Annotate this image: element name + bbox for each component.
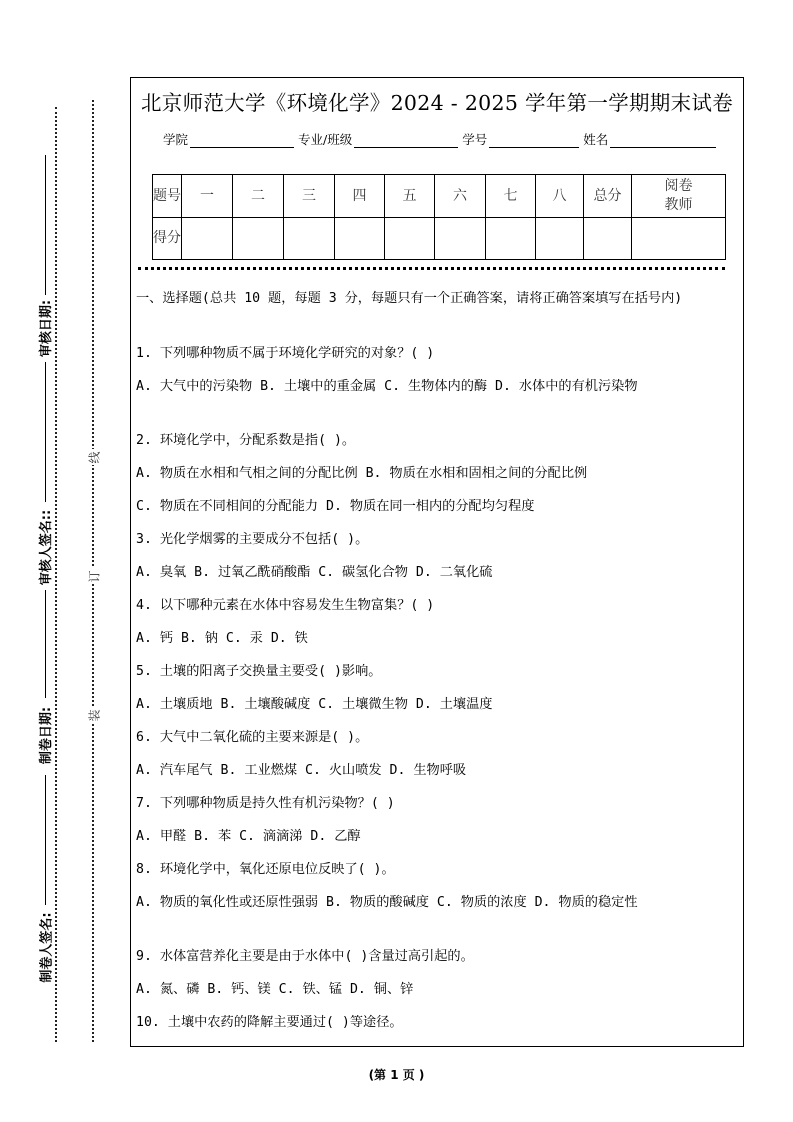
- preparation-date-label: 制卷日期:: [39, 706, 55, 764]
- binding-char-ding: 订: [87, 569, 102, 583]
- question-7-options: A. 甲醛 B. 苯 C. 滴滴涕 D. 乙醇: [136, 829, 361, 844]
- student-info-row: [163, 130, 720, 148]
- review-date-label: 审核日期:: [39, 299, 55, 357]
- score-row-header: 得分: [153, 218, 182, 260]
- section-heading: 一、选择题(总共 10 题，每题 3 分，每题只有一个正确答案，请将正确答案填写在括号内): [136, 291, 683, 306]
- question-8-options: A. 物质的氧化性或还原性强弱 B. 物质的酸碱度 C. 物质的浓度 D. 物质的稳定性: [136, 895, 638, 910]
- question-3: [136, 529, 736, 551]
- question-number: 8.: [136, 862, 152, 877]
- name-label: 姓名: [583, 132, 609, 147]
- score-cell-2[interactable]: [233, 218, 284, 260]
- question-8: [136, 859, 736, 881]
- score-cell-4[interactable]: [335, 218, 385, 260]
- score-table-header-row: [153, 175, 726, 218]
- col-header-1: 一: [182, 175, 233, 218]
- reviewer-signature-label: 审核人签名::: [39, 509, 55, 585]
- col-header-grader: 阅卷教师: [632, 175, 726, 218]
- college-field[interactable]: [190, 133, 294, 148]
- student-id-label: 学号: [462, 132, 488, 147]
- question-number: 4.: [136, 598, 152, 613]
- student-id-field[interactable]: [489, 133, 579, 148]
- binding-char-xian: 线: [87, 450, 102, 464]
- question-text: 土壤的阳离子交换量主要受( )影响。: [159, 664, 382, 679]
- question-5: [136, 661, 736, 683]
- college-label: 学院: [163, 132, 189, 147]
- question-9-options: A. 氮、磷 B. 钙、镁 C. 铁、锰 D. 铜、锌: [136, 982, 414, 997]
- question-number: 9.: [136, 949, 152, 964]
- major-class-label: 专业/班级: [298, 132, 353, 147]
- question-2: [136, 430, 736, 452]
- question-1: [136, 343, 736, 365]
- binding-dotted-line-inner: [55, 107, 57, 1042]
- col-header-6: 六: [435, 175, 486, 218]
- question-number: 5.: [136, 664, 152, 679]
- question-text: 光化学烟雾的主要成分不包括( )。: [159, 532, 369, 547]
- question-number: 10.: [136, 1015, 160, 1030]
- score-cell-5[interactable]: [385, 218, 435, 260]
- col-header-8: 八: [536, 175, 584, 218]
- score-cell-3[interactable]: [284, 218, 335, 260]
- col-header-2: 二: [233, 175, 284, 218]
- question-2-options-line-2: C. 物质在不同相间的分配能力 D. 物质在同一相内的分配均匀程度: [136, 499, 535, 514]
- question-number: 7.: [136, 796, 152, 811]
- col-header-4: 四: [335, 175, 385, 218]
- question-text: 下列哪种物质不属于环境化学研究的对象？( ): [159, 346, 435, 361]
- name-field[interactable]: [610, 133, 716, 148]
- score-cell-6[interactable]: [435, 218, 486, 260]
- question-text: 水体富营养化主要是由于水体中( )含量过高引起的。: [159, 949, 474, 964]
- col-header-7: 七: [486, 175, 536, 218]
- margin-signature-line: [45, 155, 46, 295]
- margin-signature-line: [45, 775, 46, 905]
- question-number: 3.: [136, 532, 152, 547]
- question-number: 6.: [136, 730, 152, 745]
- question-4: [136, 595, 736, 617]
- score-table-score-row: [153, 218, 726, 260]
- page-number: (第 1 页 ): [368, 1068, 425, 1082]
- question-7: [136, 793, 736, 815]
- col-header-total: 总分: [584, 175, 632, 218]
- exam-frame: [130, 77, 744, 1047]
- score-cell-1[interactable]: [182, 218, 233, 260]
- question-4-options: A. 钙 B. 钠 C. 汞 D. 铁: [136, 631, 308, 646]
- question-6: [136, 727, 736, 749]
- score-table: [152, 174, 726, 260]
- score-cell-total[interactable]: [584, 218, 632, 260]
- major-class-field[interactable]: [354, 133, 458, 148]
- question-text: 土壤中农药的降解主要通过( )等途径。: [167, 1015, 403, 1030]
- question-6-options: A. 汽车尾气 B. 工业燃煤 C. 火山喷发 D. 生物呼吸: [136, 763, 467, 778]
- question-3-options: A. 臭氧 B. 过氧乙酰硝酸酯 C. 碳氢化合物 D. 二氧化硫: [136, 565, 493, 580]
- score-cell-8[interactable]: [536, 218, 584, 260]
- question-text: 环境化学中，氧化还原电位反映了( )。: [159, 862, 395, 877]
- exam-title: 北京师范大学《环境化学》2024 - 2025 学年第一学期期末试卷: [140, 91, 734, 115]
- col-header-3: 三: [284, 175, 335, 218]
- question-1-options: A. 大气中的污染物 B. 土壤中的重金属 C. 生物体内的酶 D. 水体中的有机污染物: [136, 379, 638, 394]
- score-cell-7[interactable]: [486, 218, 536, 260]
- question-number: 1.: [136, 346, 152, 361]
- question-5-options: A. 土壤质地 B. 土壤酸碱度 C. 土壤微生物 D. 土壤温度: [136, 697, 493, 712]
- question-number-header: 题号: [153, 175, 182, 218]
- col-header-5: 五: [385, 175, 435, 218]
- question-number: 2.: [136, 433, 152, 448]
- margin-signature-line: [45, 362, 46, 502]
- dotted-separator: [138, 267, 725, 270]
- question-text: 环境化学中，分配系数是指( )。: [159, 433, 356, 448]
- question-9: [136, 946, 736, 968]
- question-text: 大气中二氧化硫的主要来源是( )。: [159, 730, 369, 745]
- binding-char-zhuang: 装: [87, 708, 102, 722]
- preparer-signature-label: 制卷人签名:: [39, 911, 55, 983]
- question-2-options-line-1: A. 物质在水相和气相之间的分配比例 B. 物质在水相和固相之间的分配比例: [136, 466, 588, 481]
- question-10: [136, 1012, 736, 1034]
- margin-signature-line: [45, 590, 46, 698]
- question-text: 以下哪种元素在水体中容易发生生物富集？( ): [159, 598, 435, 613]
- score-cell-grader[interactable]: [632, 218, 726, 260]
- question-text: 下列哪种物质是持久性有机污染物？( ): [159, 796, 395, 811]
